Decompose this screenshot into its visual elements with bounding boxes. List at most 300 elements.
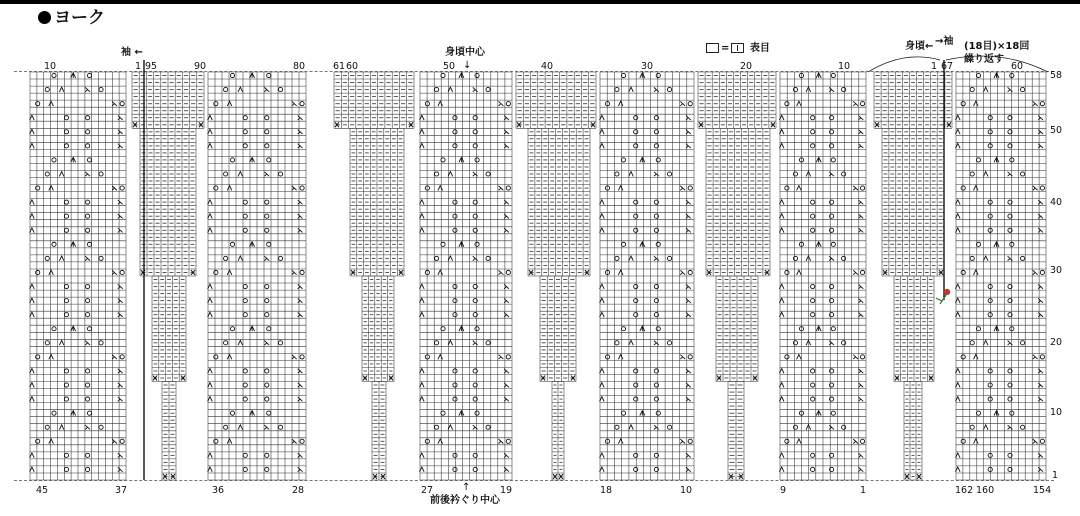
yarn-over-symbol	[988, 397, 992, 401]
yarn-over-symbol	[243, 116, 247, 120]
k2tog-symbol	[806, 340, 811, 345]
ssk-symbol	[829, 425, 834, 429]
yarn-over-symbol	[634, 284, 638, 288]
panel-11-lines	[956, 72, 1046, 480]
k2tog-symbol	[983, 87, 988, 92]
panel-1-lines	[30, 72, 126, 480]
k2tog-symbol	[208, 453, 213, 458]
k2tog-symbol	[797, 439, 802, 444]
yarn-over-symbol	[688, 102, 692, 106]
yarn-over-symbol	[667, 172, 671, 176]
yarn-over-symbol	[265, 453, 269, 457]
yarn-over-symbol	[300, 439, 304, 443]
yarn-over-symbol	[621, 73, 625, 77]
yarn-over-symbol	[230, 242, 234, 246]
yarn-over-symbol	[634, 453, 638, 457]
ssk-symbol	[118, 200, 123, 204]
yarn-over-symbol	[961, 102, 965, 106]
k2tog-symbol	[974, 101, 979, 106]
k2tog-symbol	[806, 87, 811, 92]
panel-9	[779, 72, 866, 480]
ssk-symbol	[858, 214, 863, 218]
top-label: 61	[333, 61, 346, 72]
yarn-over-symbol	[793, 172, 797, 176]
k2tog-symbol	[438, 101, 443, 106]
ssk-symbol	[118, 467, 123, 471]
wedge-c-step	[698, 72, 776, 128]
yarn-over-symbol	[667, 341, 671, 345]
ssk-symbol	[118, 284, 123, 288]
panel-9-lines	[780, 72, 866, 480]
k2tog-symbol	[30, 397, 35, 402]
ssk-symbol	[1008, 256, 1013, 260]
k2tog-symbol	[59, 172, 64, 177]
ssk-symbol	[680, 439, 685, 443]
ssk-symbol	[298, 200, 303, 204]
ssk-symbol	[1008, 87, 1013, 91]
ssk-symbol	[473, 341, 478, 345]
yarn-over-symbol	[1010, 327, 1014, 331]
top-label: 50	[443, 61, 456, 72]
yarn-over-symbol	[1040, 439, 1044, 443]
yarn-over-symbol	[842, 341, 846, 345]
yarn-over-symbol	[785, 270, 789, 274]
cdd-symbol	[250, 326, 255, 331]
yarn-over-symbol	[785, 102, 789, 106]
yarn-over-symbol	[434, 341, 438, 345]
yarn-over-symbol	[86, 383, 90, 387]
yarn-over-symbol	[1040, 102, 1044, 106]
top-label: 67	[941, 61, 954, 72]
cdd-symbol	[816, 411, 821, 416]
yarn-over-symbol	[64, 144, 68, 148]
yarn-over-symbol	[506, 270, 510, 274]
yarn-over-symbol	[667, 425, 671, 429]
wedge-b-step	[528, 128, 590, 276]
yarn-over-symbol	[45, 256, 49, 260]
yarn-over-symbol	[656, 242, 660, 246]
yarn-over-symbol	[120, 102, 124, 106]
yarn-over-symbol	[453, 299, 457, 303]
ssk-symbol	[298, 467, 303, 471]
top-label: 80	[293, 61, 306, 72]
yarn-over-symbol	[99, 172, 103, 176]
ssk-symbol	[112, 355, 117, 359]
yarn-over-symbol	[64, 214, 68, 218]
yarn-over-symbol	[86, 214, 90, 218]
bottom-label: 1	[860, 485, 867, 496]
yarn-over-symbol	[265, 130, 269, 134]
k2tog-symbol	[618, 439, 623, 444]
yarn-over-symbol	[1021, 172, 1025, 176]
yarn-over-symbol	[860, 439, 864, 443]
k2tog-symbol	[49, 270, 54, 275]
k2tog-symbol	[208, 200, 213, 205]
yarn-over-symbol	[300, 102, 304, 106]
wedge-d-step	[874, 72, 952, 128]
yarn-over-symbol	[64, 313, 68, 317]
yarn-over-symbol	[506, 439, 510, 443]
wedge-sleeve-left-step-lines	[132, 72, 204, 128]
yarn-over-symbol	[793, 425, 797, 429]
k2tog-symbol	[30, 369, 35, 374]
yarn-over-symbol	[1010, 73, 1014, 77]
ssk-symbol	[680, 186, 685, 190]
wedge-sleeve-left	[132, 72, 204, 480]
k2tog-symbol	[448, 425, 453, 430]
ssk-symbol	[680, 355, 685, 359]
yarn-over-symbol	[634, 228, 638, 232]
yarn-over-symbol	[506, 186, 510, 190]
wedge-b-step-lines	[516, 72, 596, 128]
yarn-over-symbol	[243, 144, 247, 148]
k2tog-symbol	[974, 354, 979, 359]
yarn-over-symbol	[793, 341, 797, 345]
cdd-symbol	[640, 411, 645, 416]
yarn-over-symbol	[86, 200, 90, 204]
yarn-over-symbol	[434, 87, 438, 91]
down-arrow-icon: ↓	[463, 60, 472, 71]
ssk-symbol	[118, 369, 123, 373]
cdd-symbol	[994, 242, 999, 247]
yarn-over-symbol	[99, 87, 103, 91]
wedge-b-step	[540, 276, 576, 382]
yarn-over-symbol	[52, 411, 56, 415]
yarn-over-symbol	[265, 397, 269, 401]
ssk-symbol	[1033, 355, 1038, 359]
yarn-over-symbol	[120, 186, 124, 190]
yarn-over-symbol	[1021, 341, 1025, 345]
yarn-over-symbol	[86, 284, 90, 288]
panel-7-lines	[600, 72, 694, 480]
wedge-c-step-lines	[716, 276, 758, 382]
yarn-over-symbol	[811, 313, 815, 317]
k2tog-symbol	[618, 354, 623, 359]
yarn-over-symbol	[605, 102, 609, 106]
top-label: 40	[541, 61, 554, 72]
yarn-over-symbol	[265, 200, 269, 204]
ssk-symbol	[473, 172, 478, 176]
repeat-bracket-left	[868, 57, 940, 72]
k2tog-symbol	[618, 186, 623, 191]
wedge-a-step	[372, 382, 386, 481]
ssk-symbol	[298, 228, 303, 232]
yarn-over-symbol	[793, 87, 797, 91]
ssk-symbol	[118, 298, 123, 302]
ssk-symbol	[1033, 101, 1038, 105]
yarn-over-symbol	[265, 313, 269, 317]
ssk-symbol	[298, 214, 303, 218]
sleeve-left-label: 袖 ←	[121, 47, 143, 58]
yarn-over-symbol	[785, 355, 789, 359]
wedge-d-step-lines	[904, 382, 922, 481]
yarn-over-symbol	[831, 73, 835, 77]
wedge-a-step-lines	[350, 128, 404, 276]
yarn-over-symbol	[831, 242, 835, 246]
yarn-over-symbol	[811, 144, 815, 148]
k2tog-symbol	[448, 87, 453, 92]
yarn-over-symbol	[453, 116, 457, 120]
yarn-over-symbol	[667, 256, 671, 260]
ssk-symbol	[112, 439, 117, 443]
yarn-over-symbol	[87, 411, 91, 415]
k2tog-symbol	[797, 101, 802, 106]
yarn-over-symbol	[1040, 186, 1044, 190]
k2tog-symbol	[238, 87, 243, 92]
ssk-symbol	[292, 439, 297, 443]
yarn-over-symbol	[634, 144, 638, 148]
cdd-symbol	[459, 326, 464, 331]
yarn-over-symbol	[300, 186, 304, 190]
ssk-symbol	[499, 439, 504, 443]
yarn-over-symbol	[120, 439, 124, 443]
yarn-over-symbol	[64, 453, 68, 457]
ssk-symbol	[298, 369, 303, 373]
yarn-over-symbol	[486, 425, 490, 429]
cdd-symbol	[71, 411, 76, 416]
wedge-d-step-lines	[894, 276, 934, 382]
wedge-b-step	[516, 72, 596, 128]
yarn-over-symbol	[988, 144, 992, 148]
wedge-d-step	[904, 382, 922, 481]
wedge-c-step	[716, 276, 758, 382]
yarn-over-symbol	[64, 369, 68, 373]
k2tog-symbol	[983, 172, 988, 177]
yarn-over-symbol	[1040, 355, 1044, 359]
yarn-over-symbol	[441, 411, 445, 415]
wedge-a	[334, 72, 414, 480]
yarn-over-symbol	[811, 130, 815, 134]
yarn-over-symbol	[1010, 411, 1014, 415]
ssk-symbol	[858, 200, 863, 204]
yarn-over-symbol	[86, 228, 90, 232]
bottom-label: 27	[421, 485, 434, 496]
wedge-c-step	[706, 128, 770, 276]
yarn-over-symbol	[656, 327, 660, 331]
ssk-symbol	[829, 341, 834, 345]
wedge-d-step-lines	[874, 72, 952, 128]
row-label: 30	[1050, 265, 1063, 276]
yarn-over-symbol	[831, 158, 835, 162]
yarn-over-symbol	[486, 87, 490, 91]
row-label: 20	[1050, 337, 1063, 348]
yarn-over-symbol	[36, 186, 40, 190]
yarn-over-symbol	[64, 397, 68, 401]
yarn-over-symbol	[988, 299, 992, 303]
yarn-over-symbol	[634, 116, 638, 120]
ssk-symbol	[858, 228, 863, 232]
yarn-over-symbol	[811, 383, 815, 387]
yarn-over-symbol	[278, 256, 282, 260]
k2tog-symbol	[983, 425, 988, 430]
yarn-over-symbol	[441, 73, 445, 77]
ssk-symbol	[292, 270, 297, 274]
cdd-symbol	[459, 73, 464, 78]
bottom-label: 19	[500, 485, 513, 496]
bottom-label: 9	[780, 485, 787, 496]
repeat-bracket-right	[946, 56, 1048, 72]
ssk-symbol	[292, 101, 297, 105]
cdd-symbol	[250, 242, 255, 247]
cdd-symbol	[640, 242, 645, 247]
top-label: 1	[931, 61, 938, 72]
ssk-symbol	[264, 87, 269, 91]
yarn-over-symbol	[506, 355, 510, 359]
wedge-sleeve-left-step	[152, 276, 186, 382]
ssk-symbol	[654, 172, 659, 176]
row-label: 58	[1050, 70, 1063, 81]
bottom-label: 154	[1033, 485, 1052, 496]
yarn-over-symbol	[656, 411, 660, 415]
yarn-over-symbol	[441, 158, 445, 162]
ssk-symbol	[112, 270, 117, 274]
yarn-over-symbol	[278, 172, 282, 176]
yarn-over-symbol	[45, 87, 49, 91]
k2tog-symbol	[629, 425, 634, 430]
ssk-symbol	[298, 144, 303, 148]
ssk-symbol	[499, 101, 504, 105]
yarn-over-symbol	[265, 284, 269, 288]
ssk-symbol	[118, 453, 123, 457]
yarn-over-symbol	[52, 73, 56, 77]
k2tog-symbol	[49, 101, 54, 106]
yarn-over-symbol	[988, 369, 992, 373]
ssk-symbol	[858, 369, 863, 373]
wedge-a-step-lines	[372, 382, 386, 481]
yarn-over-symbol	[45, 425, 49, 429]
yarn-over-symbol	[475, 242, 479, 246]
yarn-over-symbol	[86, 144, 90, 148]
yarn-over-symbol	[506, 102, 510, 106]
yarn-over-symbol	[64, 299, 68, 303]
ssk-symbol	[499, 270, 504, 274]
k2tog-symbol	[983, 256, 988, 261]
yarn-over-symbol	[224, 341, 228, 345]
ssk-symbol	[473, 425, 478, 429]
wedge-c-step	[728, 382, 744, 481]
cdd-symbol	[816, 326, 821, 331]
k2tog-symbol	[30, 312, 35, 317]
k2tog-symbol	[59, 425, 64, 430]
yarn-over-symbol	[634, 397, 638, 401]
cdd-symbol	[459, 242, 464, 247]
yarn-over-symbol	[453, 228, 457, 232]
bottom-label: 37	[115, 485, 128, 496]
k2tog-symbol	[49, 439, 54, 444]
cdd-symbol	[640, 326, 645, 331]
sleeve-right-label: →袖	[935, 36, 954, 47]
k2tog-symbol	[227, 439, 232, 444]
yarn-over-symbol	[52, 158, 56, 162]
ssk-symbol	[298, 397, 303, 401]
yarn-over-symbol	[475, 73, 479, 77]
yarn-over-symbol	[120, 270, 124, 274]
yarn-over-symbol	[64, 228, 68, 232]
k2tog-symbol	[797, 354, 802, 359]
ssk-symbol	[298, 453, 303, 457]
yarn-over-symbol	[842, 87, 846, 91]
yarn-over-symbol	[45, 341, 49, 345]
yarn-over-symbol	[486, 172, 490, 176]
yarn-over-symbol	[970, 425, 974, 429]
yarn-over-symbol	[214, 439, 218, 443]
k2tog-symbol	[208, 369, 213, 374]
bottom-label: 28	[292, 485, 305, 496]
yarn-over-symbol	[86, 299, 90, 303]
bottom-label: 18	[600, 485, 613, 496]
k2tog-symbol	[49, 354, 54, 359]
yarn-over-symbol	[970, 87, 974, 91]
yarn-over-symbol	[688, 439, 692, 443]
ssk-symbol	[858, 383, 863, 387]
yarn-over-symbol	[842, 425, 846, 429]
yarn-over-symbol	[970, 256, 974, 260]
yarn-over-symbol	[87, 158, 91, 162]
ssk-symbol	[85, 172, 90, 176]
yarn-over-symbol	[265, 369, 269, 373]
ssk-symbol	[829, 256, 834, 260]
yarn-over-symbol	[860, 270, 864, 274]
k2tog-symbol	[618, 270, 623, 275]
yarn-over-symbol	[453, 397, 457, 401]
yarn-over-symbol	[615, 341, 619, 345]
yarn-over-symbol	[52, 242, 56, 246]
yarn-over-symbol	[811, 228, 815, 232]
yarn-over-symbol	[811, 467, 815, 471]
yarn-over-symbol	[605, 355, 609, 359]
k2tog-symbol	[208, 115, 213, 120]
yarn-over-symbol	[860, 355, 864, 359]
top-label: 60	[1011, 61, 1024, 72]
ssk-symbol	[118, 397, 123, 401]
yarn-over-symbol	[475, 411, 479, 415]
ssk-symbol	[1033, 439, 1038, 443]
cdd-symbol	[994, 157, 999, 162]
yarn-over-symbol	[243, 453, 247, 457]
yarn-over-symbol	[860, 102, 864, 106]
row-label: 1	[1052, 470, 1059, 481]
yarn-over-symbol	[243, 228, 247, 232]
yarn-over-symbol	[811, 214, 815, 218]
k2tog-symbol	[238, 172, 243, 177]
yarn-over-symbol	[605, 186, 609, 190]
cdd-symbol	[994, 73, 999, 78]
ssk-symbol	[292, 355, 297, 359]
yarn-over-symbol	[86, 313, 90, 317]
yarn-over-symbol	[634, 299, 638, 303]
k2tog-symbol	[806, 256, 811, 261]
top-label: 1	[135, 61, 142, 72]
ssk-symbol	[298, 383, 303, 387]
yarn-over-symbol	[86, 397, 90, 401]
yarn-over-symbol	[265, 116, 269, 120]
k2tog-symbol	[227, 186, 232, 191]
yarn-over-symbol	[99, 425, 103, 429]
ssk-symbol	[853, 186, 858, 190]
ssk-symbol	[118, 144, 123, 148]
k2tog-symbol	[30, 228, 35, 233]
yarn-over-symbol	[120, 355, 124, 359]
yarn-over-symbol	[656, 73, 660, 77]
yarn-over-symbol	[64, 130, 68, 134]
wedge-b-step	[552, 382, 564, 481]
yarn-over-symbol	[615, 256, 619, 260]
k2tog-symbol	[30, 115, 35, 120]
k2tog-symbol	[30, 214, 35, 219]
cdd-symbol	[816, 157, 821, 162]
wedge-d	[874, 72, 952, 480]
cdd-symbol	[250, 73, 255, 78]
